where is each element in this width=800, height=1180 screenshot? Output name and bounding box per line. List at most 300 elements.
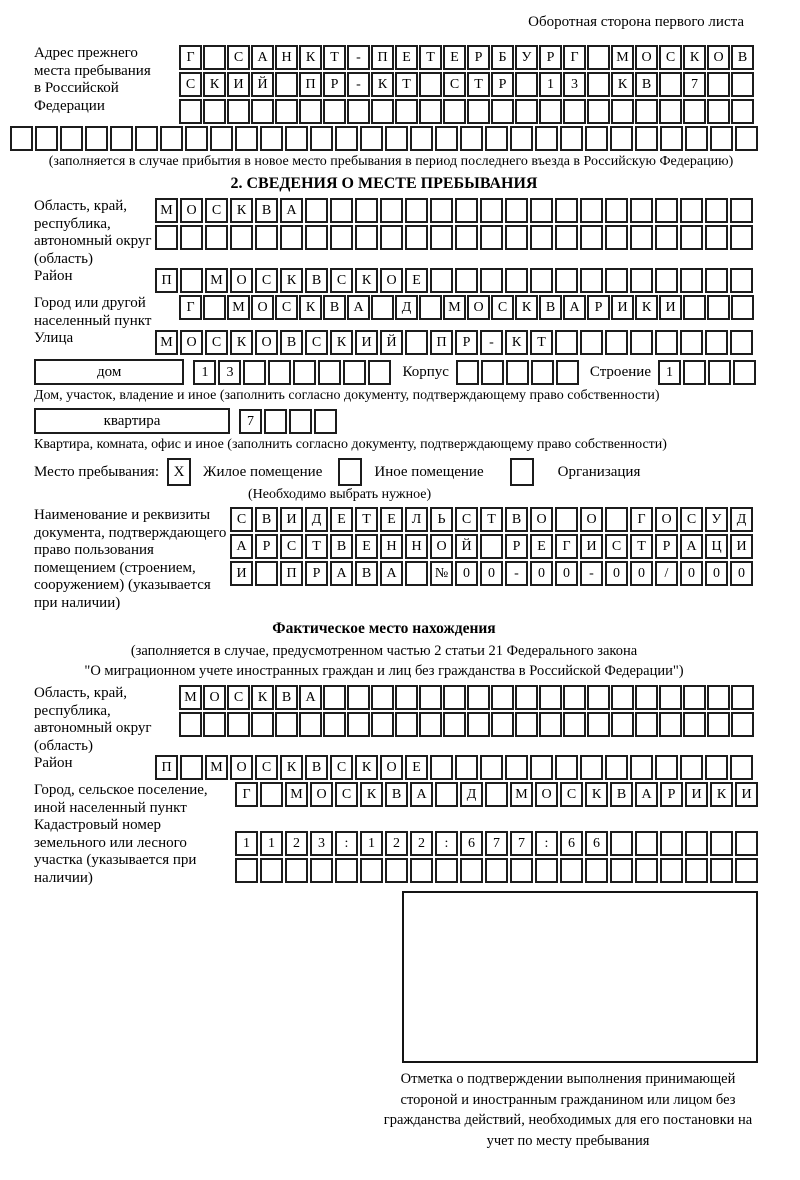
- form-cell[interactable]: [323, 685, 346, 710]
- form-cell[interactable]: [610, 858, 633, 883]
- form-cell[interactable]: [563, 712, 586, 737]
- form-cell[interactable]: У: [515, 45, 538, 70]
- form-cell[interactable]: [179, 99, 202, 124]
- form-cell[interactable]: [395, 712, 418, 737]
- form-cell[interactable]: К: [251, 685, 274, 710]
- form-cell[interactable]: [580, 225, 603, 250]
- form-cell[interactable]: [683, 712, 706, 737]
- form-cell[interactable]: [314, 409, 337, 434]
- form-cell[interactable]: [135, 126, 158, 151]
- form-cell[interactable]: [360, 126, 383, 151]
- form-cell[interactable]: Г: [555, 534, 578, 559]
- form-cell[interactable]: [395, 99, 418, 124]
- form-cell[interactable]: [405, 198, 428, 223]
- form-cell[interactable]: [683, 99, 706, 124]
- form-cell[interactable]: А: [330, 561, 353, 586]
- form-cell[interactable]: [491, 685, 514, 710]
- form-cell[interactable]: Н: [275, 45, 298, 70]
- form-cell[interactable]: Т: [480, 507, 503, 532]
- form-cell[interactable]: [355, 198, 378, 223]
- form-cell[interactable]: В: [255, 198, 278, 223]
- form-cell[interactable]: [705, 268, 728, 293]
- form-cell[interactable]: С: [255, 755, 278, 780]
- form-cell[interactable]: [585, 858, 608, 883]
- form-cell[interactable]: 0: [480, 561, 503, 586]
- form-cell[interactable]: [605, 507, 628, 532]
- form-cell[interactable]: [419, 685, 442, 710]
- form-cell[interactable]: Г: [179, 45, 202, 70]
- form-cell[interactable]: Т: [467, 72, 490, 97]
- form-cell[interactable]: [708, 360, 731, 385]
- form-cell[interactable]: [611, 712, 634, 737]
- form-cell[interactable]: [531, 360, 554, 385]
- form-cell[interactable]: С: [280, 534, 303, 559]
- form-cell[interactable]: [680, 198, 703, 223]
- form-cell[interactable]: [535, 858, 558, 883]
- form-cell[interactable]: [318, 360, 341, 385]
- form-cell[interactable]: С: [275, 295, 298, 320]
- form-cell[interactable]: [243, 360, 266, 385]
- form-cell[interactable]: [515, 72, 538, 97]
- form-cell[interactable]: К: [355, 755, 378, 780]
- form-cell[interactable]: [563, 99, 586, 124]
- form-cell[interactable]: Р: [323, 72, 346, 97]
- form-cell[interactable]: К: [355, 268, 378, 293]
- form-cell[interactable]: О: [707, 45, 730, 70]
- form-cell[interactable]: [659, 72, 682, 97]
- form-cell[interactable]: В: [275, 685, 298, 710]
- form-cell[interactable]: М: [227, 295, 250, 320]
- form-cell[interactable]: К: [203, 72, 226, 97]
- form-cell[interactable]: [610, 126, 633, 151]
- form-cell[interactable]: [730, 330, 753, 355]
- form-cell[interactable]: 0: [630, 561, 653, 586]
- form-cell[interactable]: Н: [380, 534, 403, 559]
- form-cell[interactable]: Б: [491, 45, 514, 70]
- form-cell[interactable]: [480, 268, 503, 293]
- form-cell[interactable]: Р: [455, 330, 478, 355]
- form-cell[interactable]: [410, 126, 433, 151]
- form-cell[interactable]: [655, 198, 678, 223]
- form-cell[interactable]: Е: [405, 755, 428, 780]
- form-cell[interactable]: [275, 712, 298, 737]
- form-cell[interactable]: [405, 561, 428, 586]
- form-cell[interactable]: П: [371, 45, 394, 70]
- form-cell[interactable]: [268, 360, 291, 385]
- form-cell[interactable]: [505, 198, 528, 223]
- form-cell[interactable]: О: [251, 295, 274, 320]
- form-cell[interactable]: [385, 126, 408, 151]
- form-cell[interactable]: [227, 712, 250, 737]
- form-cell[interactable]: О: [180, 330, 203, 355]
- form-cell[interactable]: Й: [251, 72, 274, 97]
- form-cell[interactable]: Г: [179, 295, 202, 320]
- form-cell[interactable]: [580, 755, 603, 780]
- form-cell[interactable]: В: [610, 782, 633, 807]
- form-cell[interactable]: [485, 858, 508, 883]
- form-cell[interactable]: [587, 72, 610, 97]
- form-cell[interactable]: [180, 225, 203, 250]
- form-cell[interactable]: [380, 225, 403, 250]
- form-cell[interactable]: [710, 126, 733, 151]
- form-cell[interactable]: [580, 268, 603, 293]
- form-cell[interactable]: С: [179, 72, 202, 97]
- form-cell[interactable]: К: [230, 198, 253, 223]
- form-cell[interactable]: №: [430, 561, 453, 586]
- form-cell[interactable]: [430, 755, 453, 780]
- form-cell[interactable]: [605, 198, 628, 223]
- form-cell[interactable]: С: [605, 534, 628, 559]
- form-cell[interactable]: [380, 198, 403, 223]
- form-cell[interactable]: [730, 198, 753, 223]
- form-cell[interactable]: [10, 126, 33, 151]
- form-cell[interactable]: Д: [730, 507, 753, 532]
- form-cell[interactable]: [335, 858, 358, 883]
- form-cell[interactable]: А: [635, 782, 658, 807]
- form-cell[interactable]: [610, 831, 633, 856]
- form-cell[interactable]: [560, 126, 583, 151]
- form-cell[interactable]: [310, 858, 333, 883]
- form-cell[interactable]: -: [480, 330, 503, 355]
- form-cell[interactable]: [630, 225, 653, 250]
- form-cell[interactable]: [731, 685, 754, 710]
- form-cell[interactable]: [605, 755, 628, 780]
- form-cell[interactable]: [530, 755, 553, 780]
- form-cell[interactable]: [605, 225, 628, 250]
- form-cell[interactable]: [460, 126, 483, 151]
- form-cell[interactable]: В: [330, 534, 353, 559]
- form-cell[interactable]: [305, 198, 328, 223]
- form-cell[interactable]: 1: [360, 831, 383, 856]
- form-cell[interactable]: Т: [323, 45, 346, 70]
- form-cell[interactable]: С: [560, 782, 583, 807]
- form-cell[interactable]: [435, 782, 458, 807]
- form-cell[interactable]: [611, 685, 634, 710]
- form-cell[interactable]: [371, 712, 394, 737]
- form-cell[interactable]: [515, 99, 538, 124]
- form-cell[interactable]: 2: [285, 831, 308, 856]
- form-cell[interactable]: [660, 831, 683, 856]
- form-cell[interactable]: [255, 225, 278, 250]
- form-cell[interactable]: [635, 831, 658, 856]
- form-cell[interactable]: [435, 126, 458, 151]
- form-cell[interactable]: [680, 755, 703, 780]
- form-cell[interactable]: [730, 268, 753, 293]
- form-cell[interactable]: [481, 360, 504, 385]
- form-cell[interactable]: М: [510, 782, 533, 807]
- form-cell[interactable]: Е: [395, 45, 418, 70]
- form-cell[interactable]: [680, 330, 703, 355]
- form-cell[interactable]: М: [611, 45, 634, 70]
- form-cell[interactable]: М: [179, 685, 202, 710]
- form-cell[interactable]: [685, 831, 708, 856]
- form-cell[interactable]: Л: [405, 507, 428, 532]
- form-cell[interactable]: [419, 99, 442, 124]
- form-cell[interactable]: [410, 858, 433, 883]
- form-cell[interactable]: [203, 712, 226, 737]
- form-cell[interactable]: [480, 755, 503, 780]
- form-cell[interactable]: И: [685, 782, 708, 807]
- form-cell[interactable]: [347, 685, 370, 710]
- form-cell[interactable]: [460, 858, 483, 883]
- form-cell[interactable]: [685, 858, 708, 883]
- form-cell[interactable]: [371, 99, 394, 124]
- form-cell[interactable]: Д: [395, 295, 418, 320]
- form-cell[interactable]: О: [655, 507, 678, 532]
- form-cell[interactable]: [360, 858, 383, 883]
- form-cell[interactable]: [485, 782, 508, 807]
- form-cell[interactable]: [255, 561, 278, 586]
- form-cell[interactable]: В: [323, 295, 346, 320]
- form-cell[interactable]: [419, 712, 442, 737]
- form-cell[interactable]: :: [535, 831, 558, 856]
- form-cell[interactable]: :: [335, 831, 358, 856]
- form-cell[interactable]: Е: [355, 534, 378, 559]
- form-cell[interactable]: [587, 712, 610, 737]
- form-cell[interactable]: /: [655, 561, 678, 586]
- form-cell[interactable]: [680, 225, 703, 250]
- form-cell[interactable]: И: [735, 782, 758, 807]
- form-cell[interactable]: О: [467, 295, 490, 320]
- form-cell[interactable]: [385, 858, 408, 883]
- form-cell[interactable]: [605, 268, 628, 293]
- form-cell[interactable]: А: [280, 198, 303, 223]
- form-cell[interactable]: А: [347, 295, 370, 320]
- form-cell[interactable]: О: [635, 45, 658, 70]
- form-cell[interactable]: [635, 99, 658, 124]
- form-cell[interactable]: Д: [305, 507, 328, 532]
- form-cell[interactable]: [705, 225, 728, 250]
- form-cell[interactable]: У: [705, 507, 728, 532]
- form-cell[interactable]: [659, 712, 682, 737]
- form-cell[interactable]: Р: [305, 561, 328, 586]
- form-cell[interactable]: [310, 126, 333, 151]
- form-cell[interactable]: [505, 225, 528, 250]
- form-cell[interactable]: [180, 755, 203, 780]
- form-cell[interactable]: Е: [443, 45, 466, 70]
- form-cell[interactable]: О: [430, 534, 453, 559]
- form-cell[interactable]: [731, 295, 754, 320]
- form-cell[interactable]: 6: [460, 831, 483, 856]
- form-cell[interactable]: О: [380, 268, 403, 293]
- form-cell[interactable]: 3: [310, 831, 333, 856]
- form-cell[interactable]: [705, 330, 728, 355]
- form-cell[interactable]: К: [230, 330, 253, 355]
- form-cell[interactable]: В: [505, 507, 528, 532]
- form-cell[interactable]: [630, 198, 653, 223]
- form-cell[interactable]: [285, 858, 308, 883]
- form-cell[interactable]: [535, 126, 558, 151]
- form-cell[interactable]: [260, 126, 283, 151]
- form-cell[interactable]: Т: [355, 507, 378, 532]
- form-cell[interactable]: Р: [660, 782, 683, 807]
- form-cell[interactable]: [330, 198, 353, 223]
- form-cell[interactable]: С: [230, 507, 253, 532]
- form-cell[interactable]: [455, 225, 478, 250]
- form-cell[interactable]: М: [155, 330, 178, 355]
- form-cell[interactable]: 1: [235, 831, 258, 856]
- form-cell[interactable]: С: [491, 295, 514, 320]
- form-cell[interactable]: Р: [491, 72, 514, 97]
- form-cell[interactable]: Д: [460, 782, 483, 807]
- form-cell[interactable]: О: [535, 782, 558, 807]
- form-cell[interactable]: К: [635, 295, 658, 320]
- form-cell[interactable]: В: [280, 330, 303, 355]
- form-cell[interactable]: [515, 712, 538, 737]
- form-cell[interactable]: И: [659, 295, 682, 320]
- form-cell[interactable]: А: [299, 685, 322, 710]
- form-cell[interactable]: [555, 507, 578, 532]
- form-cell[interactable]: [735, 858, 758, 883]
- form-cell[interactable]: [371, 685, 394, 710]
- form-cell[interactable]: [605, 330, 628, 355]
- form-cell[interactable]: [485, 126, 508, 151]
- form-cell[interactable]: К: [611, 72, 634, 97]
- form-cell[interactable]: К: [280, 268, 303, 293]
- form-cell[interactable]: О: [230, 755, 253, 780]
- form-cell[interactable]: [443, 99, 466, 124]
- form-cell[interactable]: [430, 268, 453, 293]
- kvartira-box[interactable]: квартира: [34, 408, 230, 434]
- form-cell[interactable]: П: [280, 561, 303, 586]
- form-cell[interactable]: М: [285, 782, 308, 807]
- form-cell[interactable]: [455, 755, 478, 780]
- form-cell[interactable]: И: [355, 330, 378, 355]
- form-cell[interactable]: [235, 126, 258, 151]
- form-cell[interactable]: [683, 685, 706, 710]
- form-cell[interactable]: К: [515, 295, 538, 320]
- form-cell[interactable]: В: [255, 507, 278, 532]
- form-cell[interactable]: 2: [385, 831, 408, 856]
- form-cell[interactable]: [430, 198, 453, 223]
- form-cell[interactable]: [659, 685, 682, 710]
- form-cell[interactable]: 6: [560, 831, 583, 856]
- form-cell[interactable]: [707, 295, 730, 320]
- form-cell[interactable]: С: [659, 45, 682, 70]
- form-cell[interactable]: [659, 99, 682, 124]
- form-cell[interactable]: [155, 225, 178, 250]
- form-cell[interactable]: К: [710, 782, 733, 807]
- form-cell[interactable]: [371, 295, 394, 320]
- form-cell[interactable]: [587, 45, 610, 70]
- form-cell[interactable]: [251, 99, 274, 124]
- form-cell[interactable]: [705, 198, 728, 223]
- form-cell[interactable]: О: [380, 755, 403, 780]
- form-cell[interactable]: [368, 360, 391, 385]
- form-cell[interactable]: [587, 685, 610, 710]
- form-cell[interactable]: 3: [218, 360, 241, 385]
- form-cell[interactable]: А: [410, 782, 433, 807]
- form-cell[interactable]: Й: [380, 330, 403, 355]
- form-cell[interactable]: [655, 330, 678, 355]
- form-cell[interactable]: [299, 712, 322, 737]
- form-cell[interactable]: Г: [563, 45, 586, 70]
- form-cell[interactable]: [275, 72, 298, 97]
- form-cell[interactable]: В: [305, 268, 328, 293]
- form-cell[interactable]: 0: [605, 561, 628, 586]
- form-cell[interactable]: [419, 295, 442, 320]
- form-cell[interactable]: Т: [395, 72, 418, 97]
- form-cell[interactable]: И: [280, 507, 303, 532]
- form-cell[interactable]: О: [530, 507, 553, 532]
- form-cell[interactable]: [180, 268, 203, 293]
- form-cell[interactable]: Г: [235, 782, 258, 807]
- form-cell[interactable]: [293, 360, 316, 385]
- form-cell[interactable]: Р: [467, 45, 490, 70]
- form-cell[interactable]: [539, 712, 562, 737]
- form-cell[interactable]: [343, 360, 366, 385]
- form-cell[interactable]: О: [580, 507, 603, 532]
- form-cell[interactable]: [264, 409, 287, 434]
- form-cell[interactable]: Г: [630, 507, 653, 532]
- form-cell[interactable]: [347, 712, 370, 737]
- form-cell[interactable]: [60, 126, 83, 151]
- form-cell[interactable]: А: [251, 45, 274, 70]
- form-cell[interactable]: [305, 225, 328, 250]
- form-cell[interactable]: [205, 225, 228, 250]
- form-cell[interactable]: К: [585, 782, 608, 807]
- form-cell[interactable]: И: [580, 534, 603, 559]
- form-cell[interactable]: [395, 685, 418, 710]
- form-cell[interactable]: [510, 126, 533, 151]
- form-cell[interactable]: [203, 45, 226, 70]
- form-cell[interactable]: Е: [530, 534, 553, 559]
- form-cell[interactable]: Т: [305, 534, 328, 559]
- form-cell[interactable]: В: [385, 782, 408, 807]
- form-cell[interactable]: [467, 712, 490, 737]
- form-cell[interactable]: [491, 712, 514, 737]
- form-cell[interactable]: 7: [239, 409, 262, 434]
- form-cell[interactable]: К: [360, 782, 383, 807]
- form-cell[interactable]: [555, 225, 578, 250]
- form-cell[interactable]: [539, 685, 562, 710]
- dom-box[interactable]: дом: [34, 359, 184, 385]
- form-cell[interactable]: [443, 685, 466, 710]
- form-cell[interactable]: [655, 268, 678, 293]
- form-cell[interactable]: П: [430, 330, 453, 355]
- form-cell[interactable]: К: [683, 45, 706, 70]
- inoe-checkbox[interactable]: [338, 458, 362, 486]
- form-cell[interactable]: [491, 99, 514, 124]
- form-cell[interactable]: [335, 126, 358, 151]
- form-cell[interactable]: С: [227, 45, 250, 70]
- form-cell[interactable]: П: [299, 72, 322, 97]
- form-cell[interactable]: [510, 858, 533, 883]
- form-cell[interactable]: М: [205, 268, 228, 293]
- form-cell[interactable]: [203, 99, 226, 124]
- form-cell[interactable]: 1: [193, 360, 216, 385]
- form-cell[interactable]: [230, 225, 253, 250]
- form-cell[interactable]: 0: [680, 561, 703, 586]
- form-cell[interactable]: Т: [630, 534, 653, 559]
- form-cell[interactable]: [419, 72, 442, 97]
- form-cell[interactable]: [731, 72, 754, 97]
- form-cell[interactable]: [560, 858, 583, 883]
- form-cell[interactable]: С: [330, 755, 353, 780]
- form-cell[interactable]: 0: [555, 561, 578, 586]
- form-cell[interactable]: [710, 831, 733, 856]
- form-cell[interactable]: [635, 712, 658, 737]
- form-cell[interactable]: [235, 858, 258, 883]
- form-cell[interactable]: [85, 126, 108, 151]
- form-cell[interactable]: Р: [587, 295, 610, 320]
- form-cell[interactable]: А: [380, 561, 403, 586]
- form-cell[interactable]: С: [330, 268, 353, 293]
- form-cell[interactable]: С: [205, 330, 228, 355]
- form-cell[interactable]: 7: [485, 831, 508, 856]
- form-cell[interactable]: [635, 126, 658, 151]
- stamp-box[interactable]: [402, 891, 758, 1063]
